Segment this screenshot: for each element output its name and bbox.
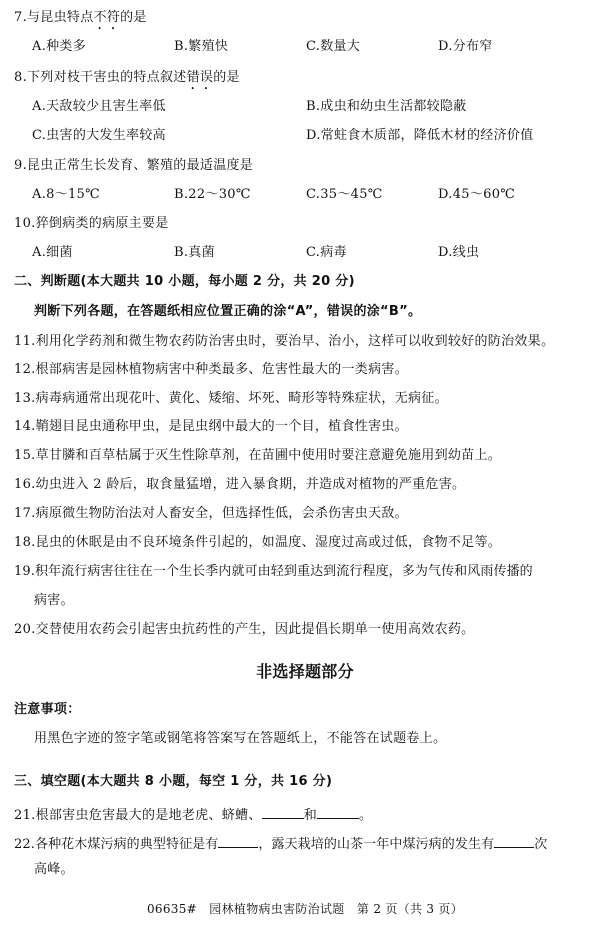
q8-emphasis: 错误 [186,70,214,85]
q22-text-2: ，露天栽培的山茶一年中煤污病的发生有 [258,837,495,852]
q10-option-a: A.细菌 [32,245,73,260]
judgment-item-15: 15.草甘膦和百草枯属于灭生性除草剂，在苗圃中使用时要注意避免施用到幼苗上。 [14,448,502,463]
q9-option-c: C.35～45℃ [306,187,383,202]
section-2-heading: 二、判断题(本大题共 10 小题，每小题 2 分，共 20 分) [14,274,355,289]
q8-option-b: B.成虫和幼虫生活都较隐蔽 [306,99,467,114]
question-8-stem [14,70,240,93]
q7-option-a: A.种类多 [32,39,87,54]
judgment-item-11: 11.利用化学药剂和微生物农药防治害虫时，要治早、治小，这样可以收到较好的防治效果。 [14,334,555,349]
q21-text-1: 21.根部害虫危害最大的是地老虎、蛴螬、 [14,808,262,823]
question-21 [14,805,372,824]
question-9-stem: 9.昆虫正常生长发育、繁殖的最适温度是 [14,158,254,173]
q22-text-1: 22.各种花木煤污病的典型特征是有 [14,837,219,852]
judgment-item-14: 14.鞘翅目昆虫通称甲虫，是昆虫纲中最大的一个目，植食性害虫。 [14,419,408,434]
q10-option-b: B.真菌 [174,245,215,260]
q8-stem-suffix: 的是 [213,70,240,85]
section-2-instruction: 判断下列各题，在答题纸相应位置正确的涂“A”，错误的涂“B”。 [34,304,422,319]
page-footer: 06635# 园林植物病虫害防治试题 第 2 页（共 3 页） [146,902,464,916]
section-3-heading: 三、填空题(本大题共 8 小题，每空 1 分，共 16 分) [14,774,333,789]
q7-option-c: C.数量大 [306,39,361,54]
q21-text-2: 和 [303,808,317,823]
q21-blank-2[interactable] [317,805,359,819]
q21-blank-1[interactable] [262,805,304,819]
judgment-item-20: 20.交替使用农药会引起害虫抗药性的产生，因此提倡长期单一使用高效农药。 [14,622,475,637]
q9-option-d: D.45～60℃ [438,187,516,202]
q7-emphasis: 不符 [93,10,121,25]
q7-stem-prefix: 7.与昆虫特点 [14,10,94,25]
q8-stem-prefix: 8.下列对枝干害虫的特点叙述 [14,70,187,85]
q7-stem-suffix: 的是 [120,10,147,25]
notice-body: 用黑色字迹的签字笔或钢笔将答案写在答题纸上，不能答在试题卷上。 [34,731,447,746]
part-title: 非选择题部分 [256,662,354,681]
judgment-item-16: 16.幼虫进入 2 龄后，取食量猛增，进入暴食期，并造成对植物的严重危害。 [14,477,466,492]
q8-option-c: C.虫害的大发生率较高 [32,128,166,143]
question-7-stem [14,10,147,33]
judgment-item-13: 13.病毒病通常出现花叶、黄化、矮缩、坏死、畸形等特殊症状，无病征。 [14,391,448,406]
q7-option-d: D.分布窄 [438,39,493,54]
question-22-cont: 高峰。 [34,862,74,877]
q22-blank-2[interactable] [494,834,534,848]
q9-option-b: B.22～30℃ [174,187,251,202]
question-22 [14,834,547,853]
q22-text-3: 次 [534,837,548,852]
q9-option-a: A.8～15℃ [32,187,100,202]
q10-option-c: C.病毒 [306,245,347,260]
q21-text-3: 。 [359,808,373,823]
question-10-stem: 10.猝倒病类的病原主要是 [14,216,169,231]
judgment-item-19-cont: 病害。 [34,593,74,608]
q7-option-b: B.繁殖快 [174,39,229,54]
q22-blank-1[interactable] [218,834,258,848]
judgment-item-12: 12.根部病害是园林植物病害中种类最多、危害性最大的一类病害。 [14,362,408,377]
q8-option-a: A.天敌较少且害生率低 [32,99,166,114]
judgment-item-18: 18.昆虫的休眠是由不良环境条件引起的，如温度、湿度过高或过低，食物不足等。 [14,535,502,550]
judgment-item-17: 17.病原微生物防治法对人畜安全，但选择性低，会杀伤害虫天敌。 [14,506,408,521]
q10-option-d: D.线虫 [438,245,480,260]
notice-heading: 注意事项： [14,702,81,717]
judgment-item-19: 19.积年流行病害往往在一个生长季内就可由轻到重达到流行程度，多为气传和风雨传播的 [14,564,533,579]
q8-option-d: D.常蛀食木质部，降低木材的经济价值 [306,128,534,143]
